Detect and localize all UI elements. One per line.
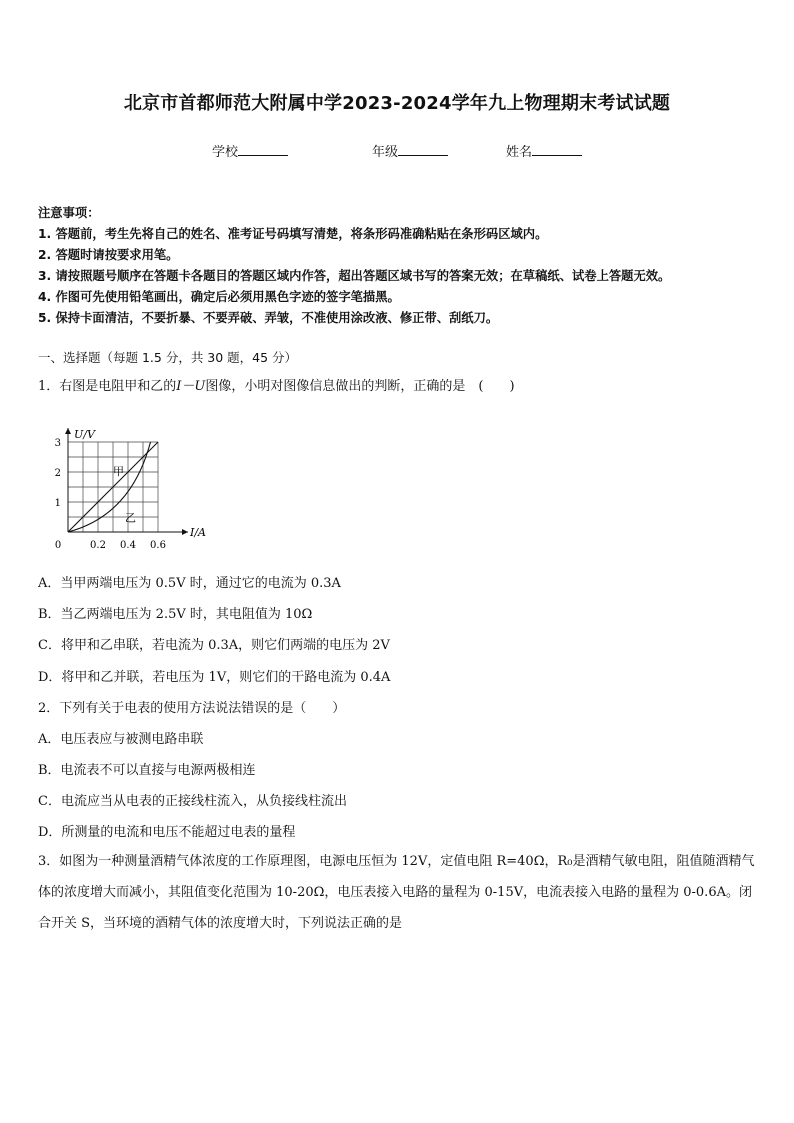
y-axis-label: U/V (74, 428, 95, 441)
question-1-stem (38, 375, 515, 394)
x-tick-label: 0.2 (90, 540, 106, 550)
document-title: 北京市首都师范大附属中学2023-2024学年九上物理期末考试试题 (123, 93, 671, 114)
grade-label: 年级 (372, 145, 399, 160)
y-tick-label: 1 (54, 498, 61, 509)
notes-block (38, 203, 670, 329)
grade-blank (398, 143, 448, 156)
question-3-text: 3．如图为一种测量酒精气体浓度的工作原理图，电源电压恒为 12V，定值电阻 R=40Ω，R₀是酒精气敏电阻，阻值随酒精气体的浓度增大而减小，其阻值变化范围为 10-20Ω，电压表接入电路的量程为 0-15V，电流表接入电路的量程为 0-0.6A。闭合开关 S，当环境的酒精气体的浓度增大时，下列说法正确的是 (38, 854, 755, 931)
q1-option-d: D．将甲和乙并联，若电压为 1V，则它们的干路电流为 0.4A (38, 670, 391, 685)
q1-option-b: B．当乙两端电压为 2.5V 时，其电阻值为 10Ω (38, 607, 313, 622)
q2-option-a: A．电压表应与被测电路串联 (38, 732, 204, 747)
y-tick-label: 3 (54, 438, 61, 449)
note-item: 2. 答题时请按要求用笔。 (38, 248, 179, 262)
section-heading: 一、选择题（每题 1.5 分，共 30 题，45 分） (38, 350, 298, 365)
note-item: 5. 保持卡面清洁，不要折暴、不要弄破、弄皱，不准使用涂改液、修正带、刮纸刀。 (38, 311, 499, 325)
x-axis-label: I/A (190, 526, 206, 539)
origin-label: 0 (54, 540, 62, 550)
question-2-stem: 2．下列有关于电表的使用方法说法错误的是（ ） (38, 701, 346, 716)
series-label-yi: 乙 (125, 511, 136, 525)
school-label: 学校 (212, 145, 239, 160)
name-field (506, 141, 582, 160)
q2-option-d: D．所测量的电流和电压不能超过电表的量程 (38, 825, 296, 840)
q1-option-a: A．当甲两端电压为 0.5V 时，通过它的电流为 0.3A (38, 576, 341, 591)
series-label-jia: 甲 (113, 465, 124, 478)
note-item: 4. 作图可先使用铅笔画出，确定后必须用黑色字迹的签字笔描黑。 (38, 290, 400, 304)
grade-field (372, 141, 448, 160)
x-tick-label: 0.6 (150, 540, 166, 550)
q1-stem-text: 1．右图是电阻甲和乙的 (38, 379, 177, 394)
name-label: 姓名 (506, 145, 533, 160)
x-tick-label: 0.4 (120, 540, 136, 550)
q1-stem-math: I－U (176, 379, 206, 394)
school-field (212, 141, 288, 160)
notes-heading: 注意事项： (38, 206, 100, 220)
x-axis-arrow-icon (182, 529, 188, 535)
note-item: 1. 答题前，考生先将自己的姓名、准考证号码填写清楚，将条形码准确粘贴在条形码区域内。 (38, 227, 548, 241)
q2-option-c: C．电流应当从电表的正接线柱流入，从负接线柱流出 (38, 794, 347, 809)
q1-stem-tail: 图像，小明对图像信息做出的判断，正确的是 ( ) (205, 379, 515, 394)
name-blank (532, 143, 582, 156)
school-blank (238, 143, 288, 156)
note-item: 3. 请按照题号顺序在答题卡各题目的答题区域内作答，超出答题区域书写的答案无效；在草稿纸、试卷上答题无效。 (38, 269, 671, 283)
q2-option-b: B．电流表不可以直接与电源两极相连 (38, 763, 256, 778)
y-tick-label: 2 (54, 468, 61, 479)
q1-option-c: C．将甲和乙串联，若电流为 0.3A，则它们两端的电压为 2V (38, 638, 390, 653)
iu-chart (50, 418, 210, 550)
y-axis-arrow-icon (65, 428, 71, 434)
